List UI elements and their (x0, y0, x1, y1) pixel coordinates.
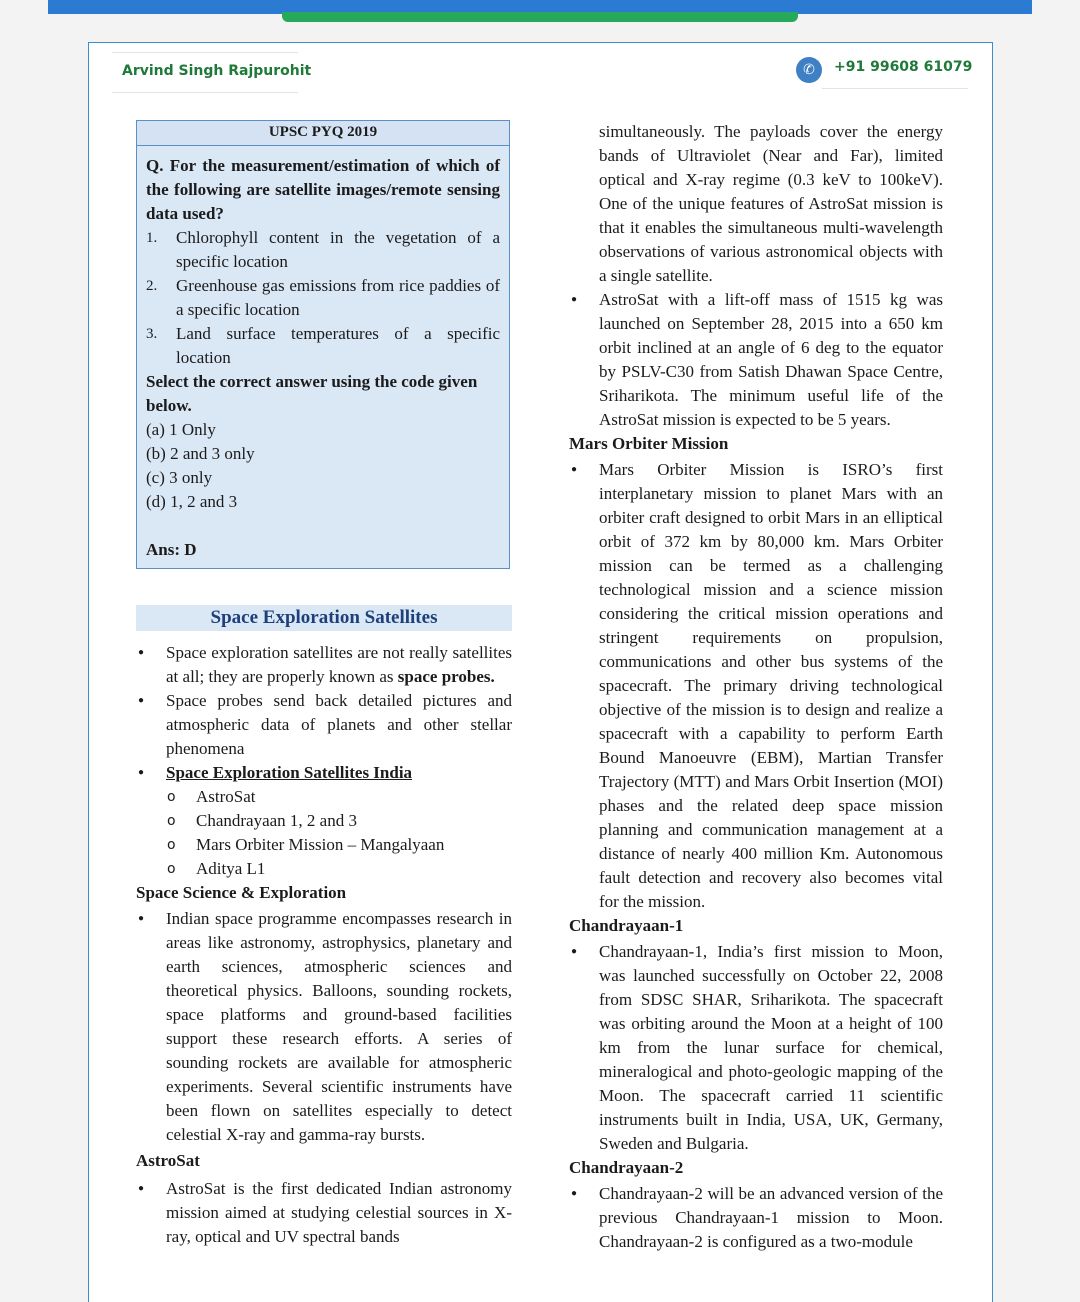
pyq-option: (a) 1 Only (146, 420, 216, 439)
top-green-accent (282, 12, 798, 22)
section-title: Space Exploration Satellites (136, 605, 512, 631)
author-name: Arvind Singh Rajpurohit (122, 63, 312, 79)
bullet-list (569, 1182, 943, 1254)
heading-mars-orbiter: Mars Orbiter Mission (569, 434, 729, 453)
left-column (136, 120, 512, 1249)
pyq-items (146, 226, 500, 370)
list-item: o Chandrayaan 1, 2 and 3 (166, 809, 512, 833)
list-item: ● Chandrayaan-2 will be an advanced version of the previous Chandrayaan-1 mission to Moon. Chandrayaan-2 is configured as a two-module (569, 1182, 943, 1254)
list-item: 2. Greenhouse gas emissions from rice paddies of a specific location (146, 276, 500, 319)
pyq-body (137, 146, 509, 568)
heading-space-science: Space Science & Exploration (136, 883, 347, 902)
list-item: 1. Chlorophyll content in the vegetation of a specific location (146, 228, 500, 271)
list-item: ● AstroSat is the first dedicated Indian astronomy mission aimed at studying celestial sources in X-ray, optical and UV spectral bands (136, 1177, 512, 1249)
bullet-list (136, 907, 512, 1147)
pyq-option: (d) 1, 2 and 3 (146, 492, 238, 511)
list-item: ● AstroSat with a lift-off mass of 1515 kg was launched on September 28, 2015 into a 650 km orbit inclined at an angle of 6 deg to the equator by PSLV-C30 from Satish Dhawan Space Centre, Sriharikota. The minimum useful life of the AstroSat mission is expected to be 5 years. (569, 288, 943, 432)
heading-chandrayaan-2: Chandrayaan-2 (569, 1158, 684, 1177)
header-divider (112, 92, 298, 93)
header-divider (112, 52, 298, 53)
bullet-list (136, 1177, 512, 1249)
list-item: ● Space exploration satellites are not really satellites at all; they are properly known as space probes. (136, 641, 512, 689)
list-item: ● Chandrayaan-1, India’s first mission to Moon, was launched successfully on October 22, 2008 from SDSC SHAR, Sriharikota. The spacecraft was orbiting around the Moon at a height of 100 km from the lunar surface for chemical, mineralogical and photo-geologic mapping of the Moon. The spacecraft carried 11 scientific instruments built in India, USA, UK, Germany, Sweden and Bulgaria. (569, 940, 943, 1156)
bullet-list (569, 458, 943, 914)
list-item: o AstroSat (166, 785, 512, 809)
paragraph: simultaneously. The payloads cover the energy bands of Ultraviolet (Near and Far), limited optical and X-ray regime (0.3 keV to 100keV). One of the unique features of AstroSat mission is that it enables the simultaneous multi-wavelength observations of various astronomical objects with a single satellite. (599, 122, 943, 285)
pyq-select-text: Select the correct answer using the code given below. (146, 372, 478, 415)
pyq-answer: Ans: D (146, 540, 197, 559)
pyq-box (136, 120, 510, 569)
list-item: o Mars Orbiter Mission – Mangalyaan (166, 833, 512, 857)
list-item: o Aditya L1 (166, 857, 512, 881)
pyq-option: (c) 3 only (146, 468, 213, 487)
header-divider (822, 88, 968, 89)
pyq-title: UPSC PYQ 2019 (137, 121, 509, 146)
bullet-list (569, 940, 943, 1156)
phone-icon: ✆ (796, 57, 822, 83)
list-item (136, 761, 512, 881)
subsection-link-title: Space Exploration Satellites India (166, 763, 413, 782)
list-item: ● Indian space programme encompasses research in areas like astronomy, astrophysics, planetary and earth sciences, atmospheric sciences and theoretical physics. Balloons, sounding rockets, space platforms and ground-based facilities support these research efforts. A series of sounding rockets are available for atmospheric experiments. Several scientific instruments have been flown on satellites especially to detect celestial X-ray and gamma-ray bursts. (136, 907, 512, 1147)
phone-number: +91 99608 61079 (834, 59, 973, 75)
pyq-question: Q. For the measurement/estimation of which of the following are satellite images/remote sensing data used? (146, 156, 500, 223)
pyq-option: (b) 2 and 3 only (146, 444, 255, 463)
right-column (569, 120, 943, 1254)
list-item: ● Space probes send back detailed pictures and atmospheric data of planets and other stellar phenomena (136, 689, 512, 761)
heading-astrosat: AstroSat (136, 1151, 200, 1170)
list-item: ● Mars Orbiter Mission is ISRO’s first interplanetary mission to planet Mars with an orbiter craft designed to orbit Mars in an elliptical orbit of 372 km by 80,000 km. Mars Orbiter mission can be termed as a challenging technological mission and a science mission considering the critical mission operations and stringent requirements on propulsion, communications and other bus systems of the spacecraft. The primary driving technological objective of the mission is to design and realize a spacecraft with a capability to perform Earth Bound Manoeuvre (EBM), Martian Transfer Trajectory (MTT) and Mars Orbit Insertion (MOI) phases and the related deep space mission planning and communication management at a distance of nearly 400 million Km. Autonomous fault detection and recovery also becomes vital for the mission. (569, 458, 943, 914)
bullet-list (569, 288, 943, 432)
sub-list (166, 785, 512, 881)
list-item: 3. Land surface temperatures of a specific location (146, 324, 500, 367)
bullet-list (136, 641, 512, 881)
heading-chandrayaan-1: Chandrayaan-1 (569, 916, 684, 935)
